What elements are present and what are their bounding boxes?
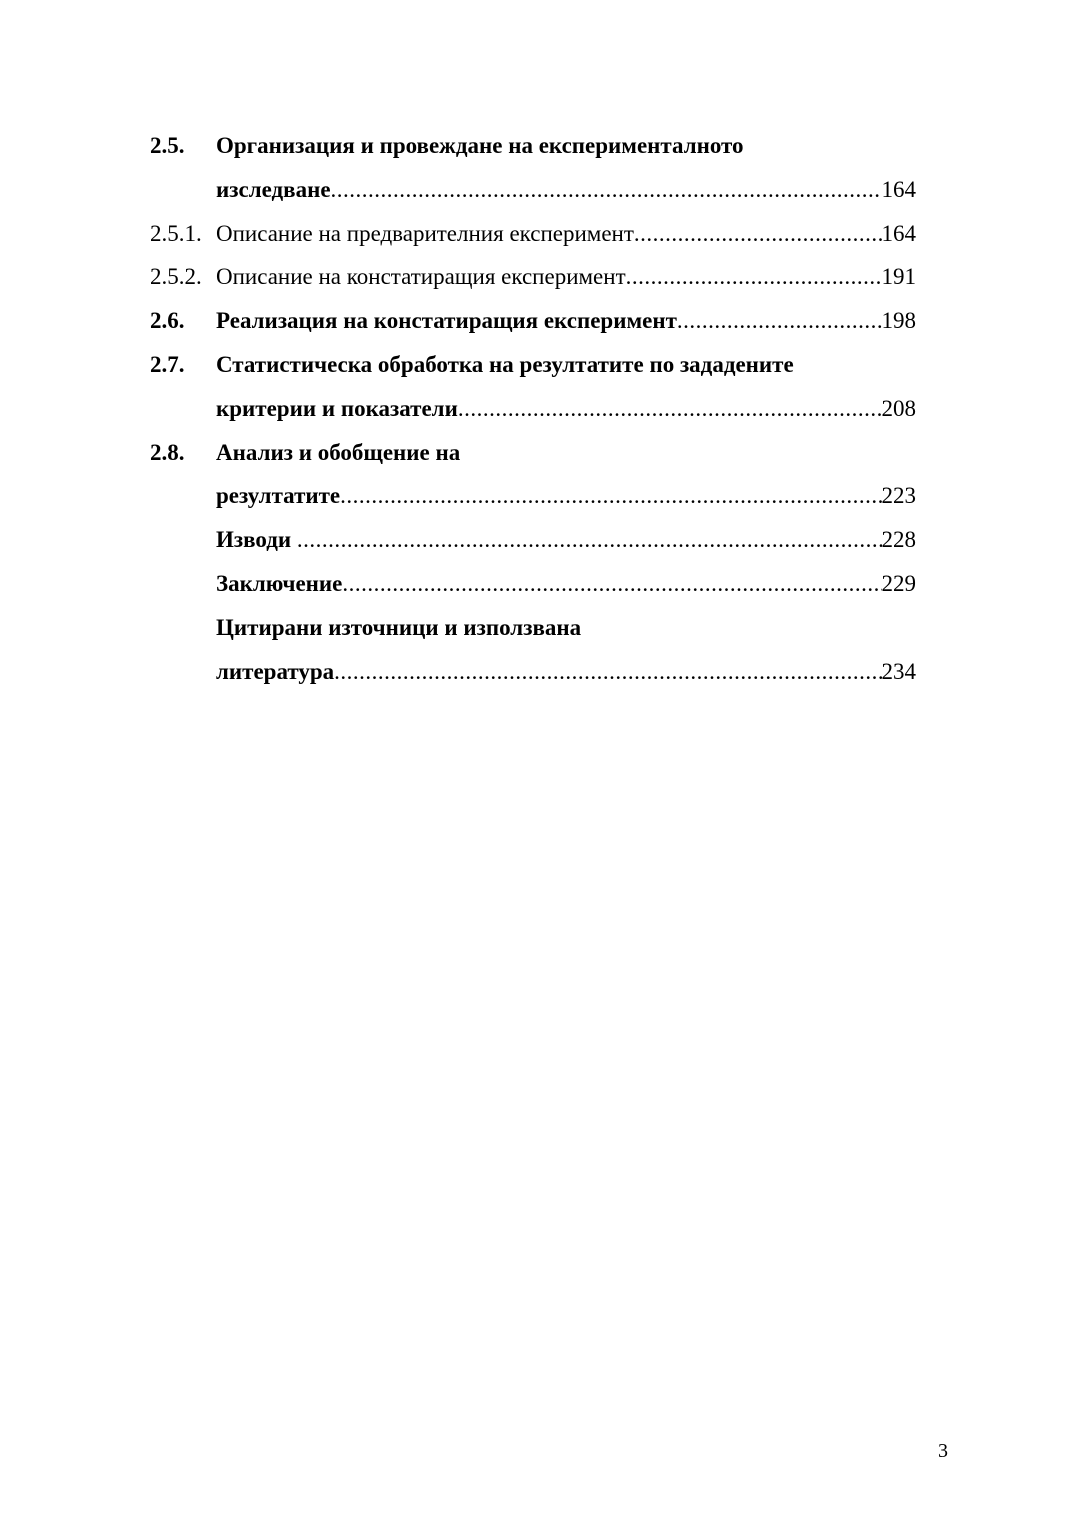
toc-entry-2-8-continued[interactable] — [150, 474, 916, 518]
toc-entry-number: 2.8. — [150, 439, 185, 465]
toc-entry-2-5-2[interactable] — [150, 255, 916, 299]
table-of-contents — [150, 124, 916, 693]
toc-entry-2-8[interactable] — [150, 431, 916, 475]
toc-entry-2-6[interactable] — [150, 299, 916, 343]
toc-entry-title: изследване — [216, 176, 331, 202]
toc-entry-title: резултатите — [216, 483, 341, 509]
toc-entry-title: Реализация на констатиращия експеримент — [216, 308, 677, 334]
dot-leader — [677, 299, 882, 343]
toc-entry-title: Изводи — [216, 527, 297, 553]
page-number: 3 — [938, 1440, 948, 1462]
dot-leader — [634, 212, 882, 256]
toc-entry-page: 164 — [881, 176, 916, 202]
toc-entry-page: 191 — [881, 264, 916, 290]
toc-entry-page: 234 — [881, 658, 916, 684]
toc-entry-title: литература — [216, 658, 335, 684]
dot-leader — [458, 387, 882, 431]
toc-entry-conclusions[interactable] — [150, 518, 916, 562]
toc-entry-2-5-continued[interactable] — [150, 168, 916, 212]
toc-entry-number: 2.5. — [150, 133, 185, 158]
toc-entry-2-5-1[interactable] — [150, 212, 916, 256]
toc-entry-page: 223 — [881, 483, 916, 509]
toc-entry-title: Описание на констатиращия експеримент — [216, 264, 626, 290]
toc-entry-title: Организация и провеждане на експерименталното — [216, 133, 744, 158]
toc-entry-title: Анализ и обобщение на — [216, 439, 461, 465]
toc-entry-title: Цитирани източници и използвана — [216, 614, 582, 640]
toc-entry-page: 198 — [881, 308, 916, 334]
toc-entry-references[interactable] — [150, 606, 916, 650]
toc-entry-page: 208 — [881, 395, 916, 421]
toc-entry-2-7-continued[interactable] — [150, 387, 916, 431]
toc-entry-number: 2.7. — [150, 351, 185, 377]
dot-leader — [331, 168, 882, 212]
toc-entry-references-continued[interactable] — [150, 650, 916, 694]
toc-entry-title: Статистическа обработка на резултатите по зададените — [216, 351, 794, 377]
toc-entry-title: Описание на предварителния експеримент — [216, 220, 634, 246]
dot-leader — [340, 474, 881, 518]
dot-leader — [334, 650, 881, 694]
toc-entry-number: 2.5.1. — [150, 220, 202, 246]
toc-entry-number: 2.5.2. — [150, 264, 202, 290]
toc-entry-2-5[interactable] — [150, 124, 916, 168]
toc-entry-title: Заключение — [216, 570, 343, 596]
toc-entry-page: 164 — [881, 220, 916, 246]
toc-entry-page: 228 — [881, 527, 916, 553]
dot-leader — [342, 562, 881, 606]
toc-entry-title: критерии и показатели — [216, 395, 458, 421]
dot-leader — [626, 255, 882, 299]
toc-entry-page: 229 — [881, 570, 916, 596]
dot-leader — [297, 518, 882, 562]
toc-entry-number: 2.6. — [150, 308, 185, 334]
toc-entry-summary[interactable] — [150, 562, 916, 606]
toc-entry-2-7[interactable] — [150, 343, 916, 387]
